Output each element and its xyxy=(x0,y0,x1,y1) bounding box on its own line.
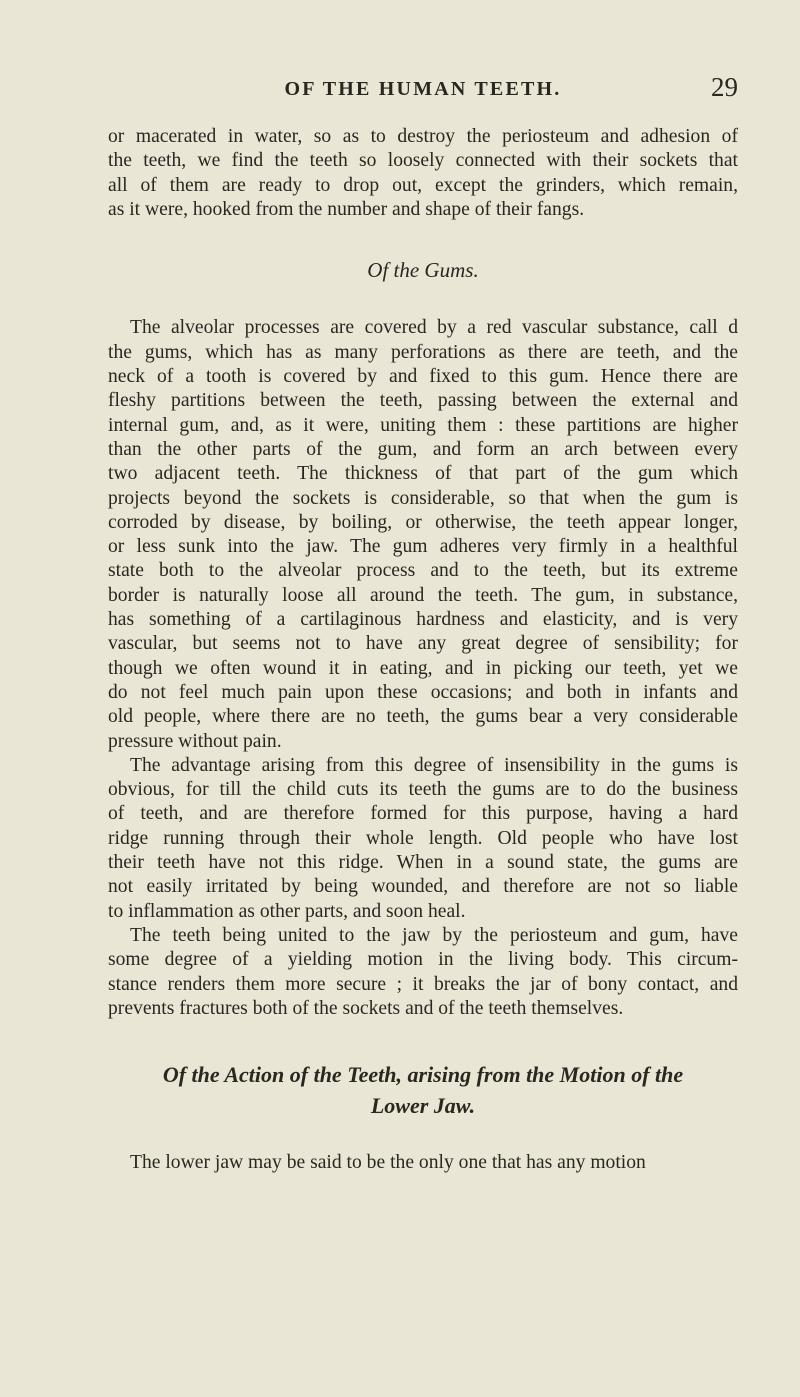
text-line: has something of a cartilaginous hardness and elasticity, and is very xyxy=(108,609,738,631)
text-line: or less sunk into the jaw. The gum adheres very firmly in a healthful xyxy=(108,536,738,558)
text-line: The alveolar processes are covered by a red vascular substance, call d xyxy=(130,317,738,339)
text-line: though we often wound it in eating, and in picking our teeth, yet we xyxy=(108,657,738,679)
section-heading-action-line: Of the Action of the Teeth, arising from the Motion of the xyxy=(162,1062,684,1088)
text-line: as it were, hooked from the number and shape of their fangs. xyxy=(108,198,585,220)
text-line: vascular, but seems not to have any great degree of sensibility; for xyxy=(108,633,738,655)
text-line: internal gum, and, as it were, uniting them : these partitions are higher xyxy=(108,414,738,436)
text-line: border is naturally loose all around the teeth. The gum, in substance, xyxy=(108,584,738,606)
text-line: The teeth being united to the jaw by the periosteum and gum, have xyxy=(130,924,738,946)
text-line: obvious, for till the child cuts its teeth the gums are to do the business xyxy=(108,779,738,801)
paragraph-intro xyxy=(108,125,738,222)
text-line: The advantage arising from this degree of insensibility in the gums is xyxy=(130,754,738,776)
text-line: the gums, which has as many perforations as there are teeth, and the xyxy=(108,341,738,363)
text-line: fleshy partitions between the teeth, passing between the external and xyxy=(108,390,738,412)
text-line: stance renders them more secure ; it breaks the jar of bony contact, and xyxy=(108,973,738,995)
text-line: corroded by disease, by boiling, or otherwise, the teeth appear longer, xyxy=(108,511,738,533)
running-title: OF THE HUMAN TEETH. xyxy=(284,78,562,100)
text-line: to inflammation as other parts, and soon heal. xyxy=(108,900,466,922)
text-line: projects beyond the sockets is considerable, so that when the gum is xyxy=(108,487,738,509)
text-line: pressure without pain. xyxy=(108,730,282,752)
text-line: ridge running through their whole length. Old people who have lost xyxy=(108,827,738,849)
page-number: 29 xyxy=(711,72,738,102)
text-line: old people, where there are no teeth, the gums bear a very considerable xyxy=(108,706,738,728)
paragraph-gums-1 xyxy=(108,316,738,753)
text-line: The lower jaw may be said to be the only one that has any motion xyxy=(130,1152,646,1174)
section-heading-gums: Of the Gums. xyxy=(367,258,479,283)
text-line: not easily irritated by being wounded, and therefore are not so liable xyxy=(108,876,738,898)
text-line: prevents fractures both of the sockets and of the teeth themselves. xyxy=(108,997,624,1019)
text-line: of teeth, and are therefore formed for this purpose, having a hard xyxy=(108,803,738,825)
running-head xyxy=(108,72,738,106)
page-body xyxy=(108,125,738,1175)
text-line: all of them are ready to drop out, except the grinders, which remain, xyxy=(108,174,738,196)
paragraph-gums-3 xyxy=(108,924,738,1021)
text-line: neck of a tooth is covered by and fixed to this gum. Hence there are xyxy=(108,366,738,388)
text-line: two adjacent teeth. The thickness of that part of the gum which xyxy=(108,463,738,485)
paragraph-gums-2 xyxy=(108,754,738,924)
text-line: do not feel much pain upon these occasions; and both in infants and xyxy=(108,681,738,703)
paragraph-action xyxy=(108,1151,738,1175)
section-heading-action-line: Lower Jaw. xyxy=(370,1093,476,1119)
text-line: or macerated in water, so as to destroy the periosteum and adhesion of xyxy=(108,126,738,147)
text-line: state both to the alveolar process and to the teeth, but its extreme xyxy=(108,560,738,582)
text-line: some degree of a yielding motion in the living body. This circum- xyxy=(108,949,738,971)
text-line: their teeth have not this ridge. When in a sound state, the gums are xyxy=(108,852,738,874)
text-line: the teeth, we find the teeth so loosely connected with their sockets that xyxy=(108,150,738,172)
text-line: than the other parts of the gum, and form an arch between every xyxy=(108,438,738,460)
